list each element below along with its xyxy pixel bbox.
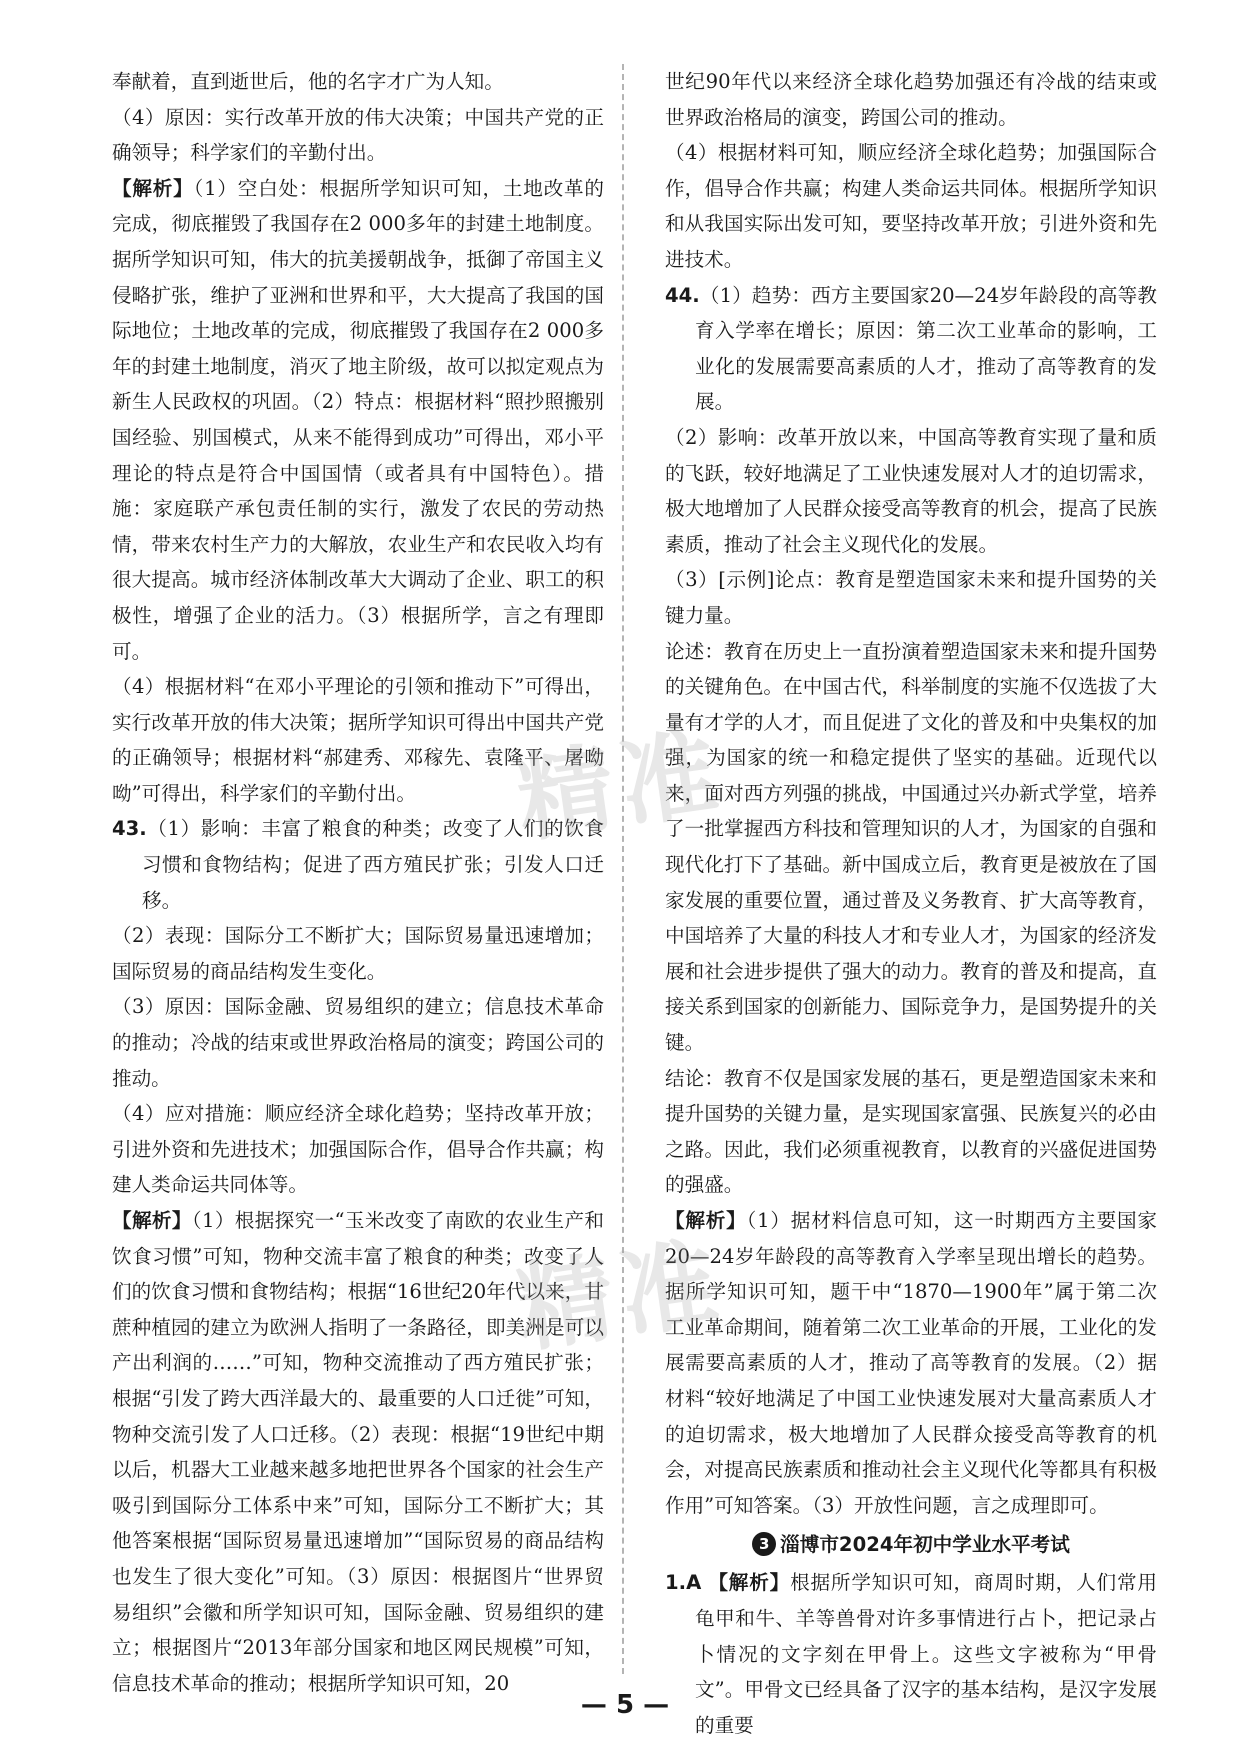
analysis-q42	[112, 171, 604, 669]
analysis-q42-4: （4）根据材料“在邓小平理论的引领和推动下”可得出，实行改革开放的伟大决策；据所学知识可得出中国共产党的正确领导；根据材料“郝建秀、邓稼先、袁隆平、屠呦呦”可得出，科学家们的辛勤付出。	[112, 675, 604, 805]
paragraph-continuation: 奉献着，直到逝世后，他的名字才广为人知。	[112, 70, 504, 93]
analysis-q43-continuation: 世纪90年代以来经济全球化趋势加强还有冷战的结束或世界政治格局的演变，跨国公司的推动。	[665, 70, 1157, 129]
analysis-label: 【解析】	[112, 1209, 192, 1232]
answer-q44-3: （3）[示例]论点：教育是塑造国家未来和提升国势的关键力量。	[665, 568, 1157, 627]
analysis-text: （1）据材料信息可知，这一时期西方主要国家20—24岁年龄段的高等教育入学率呈现出增长的趋势。据所学知识可知，题干中“1870—1900年”属于第二次工业革命期间，随着第二次工业革命的开展，工业化的发展需要高素质的人才，推动了高等教育的发展。（2）据材料“较好地满足了中国工业快速发展对大量高素质人才的迫切需求，极大地增加了人民群众接受高等教育的机会，对提高民族素质和推动社会主义现代化等都具有积极作用”可知答案。（3）开放性问题，言之成理即可。	[665, 1209, 1158, 1517]
answer-q44-1	[665, 278, 1157, 420]
answer-q44-2: （2）影响：改革开放以来，中国高等教育实现了量和质的飞跃，较好地满足了工业快速发展对人才的迫切需求，极大地增加了人民群众接受高等教育的机会，提高了民族素质，推动了社会主义现代化的发展。	[665, 425, 1157, 556]
answer-q43-2: （2）表现：国际分工不断扩大；国际贸易量迅速增加；国际贸易的商品结构发生变化。	[112, 924, 604, 983]
answer-q43-4: （4）应对措施：顺应经济全球化趋势；坚持改革开放；引进外资和先进技术；加强国际合作，倡导合作共赢；构建人类命运共同体等。	[112, 1102, 604, 1197]
answer-q44-conclusion: 结论：教育不仅是国家发展的基石，更是塑造国家未来和提升国势的关键力量，是实现国家富强、民族复兴的必由之路。因此，我们必须重视教育，以教育的兴盛促进国势的强盛。	[665, 1066, 1157, 1197]
right-column	[665, 64, 1157, 1743]
analysis-q44	[665, 1203, 1157, 1523]
section-heading	[665, 1531, 1157, 1559]
paragraph-q42-4: （4）原因：实行改革开放的伟大决策；中国共产党的正确领导；科学家们的辛勤付出。	[112, 105, 604, 165]
analysis-text: （1）根据探究一“玉米改变了南欧的农业生产和饮食习惯”可知，物种交流丰富了粮食的种类；改变了人们的饮食习惯和食物结构；根据“16世纪20年代以来，甘蔗种植园的建立为欧洲人指明了一条路径，即美洲是可以产出利润的……”可知，物种交流推动了西方殖民扩张；根据“引发了跨大西洋最大的、最重要的人口迁徙”可知，物种交流引发了人口迁移。（2）表现：根据“19世纪中期以后，机器大工业越来越多地把世界各个国家的社会生产吸引到国际分工体系中来”可知，国际分工不断扩大；其他答案根据“国际贸易量迅速增加”“国际贸易的商品结构也发生了很大变化”可知。（3）原因：根据图片“世界贸易组织”会徽和所学知识可知，国际金融、贸易组织的建立；根据图片“2013年部分国家和地区网民规模”可知，信息技术革命的推动；根据所学知识可知，20	[112, 1209, 604, 1695]
question-number: 1.	[665, 1571, 687, 1595]
watermark: 精准	[510, 1225, 732, 1366]
analysis-q43-4: （4）根据材料可知，顺应经济全球化趋势；加强国际合作，倡导合作共赢；构建人类命运共同体。根据所学知识和从我国实际出发可知，要坚持改革开放；引进外资和先进技术。	[665, 141, 1157, 271]
section-title: 淄博市2024年初中学业水平考试	[780, 1533, 1070, 1557]
question-number: 43.	[112, 817, 147, 841]
question-number: 44.	[665, 283, 700, 307]
answer-q43-3: （3）原因：国际金融、贸易组织的建立；信息技术革命的推动；冷战的结束或世界政治格局的演变；跨国公司的推动。	[112, 995, 604, 1090]
watermark: 精准	[510, 715, 732, 856]
analysis-q43	[112, 1203, 604, 1701]
analysis-label: 【解析】	[708, 1571, 791, 1595]
analysis-label: 【解析】	[665, 1209, 747, 1232]
page-number: — 5 —	[580, 1690, 670, 1720]
answer-q44-argument: 论述：教育在历史上一直扮演着塑造国家未来和提升国势的关键角色。在中国古代，科举制度的实施不仅选拔了大量有才学的人才，而且促进了文化的普及和中央集权的加强，为国家的统一和稳定提供了坚实的基础。近现代以来，面对西方列强的挑战，中国通过兴办新式学堂，培养了一批掌握西方科技和管理知识的人才，为国家的自强和现代化打下了基础。新中国成立后，教育更是被放在了国家发展的重要位置，通过普及义务教育、扩大高等教育，中国培养了大量的科技人才和专业人才，为国家的经济发展和社会进步提供了强大的动力。教育的普及和提高，直接关系到国家的创新能力、国际竞争力，是国势提升的关键。	[665, 639, 1157, 1055]
analysis-text: （1）空白处：根据所学知识可知，土地改革的完成，彻底摧毁了我国存在2 000多年的封建土地制度。据所学知识可知，伟大的抗美援朝战争，抵御了帝国主义侵略扩张，维护了亚洲和世界和平，大大提高了我国的国际地位；土地改革的完成，彻底摧毁了我国存在2 000多年的封建土地制度，消灭了地主阶级，故可以拟定观点为新生人民政权的巩固。（2）特点：根据材料“照抄照搬别国经验、别国模式，从来不能得到成功”可得出，邓小平理论的特点是符合中国国情（或者具有中国特色）。措施：家庭联产承包责任制的实行，激发了农民的劳动热情，带来农村生产力的大解放，农业生产和农民收入均有很大提高。城市经济体制改革大大调动了企业、职工的积极性，增强了企业的活力。（3）根据所学，言之有理即可。	[112, 176, 605, 663]
section-number-icon: 3	[752, 1532, 776, 1556]
answer-choice: A	[686, 1571, 702, 1595]
analysis-label: 【解析】	[112, 176, 194, 200]
analysis-text: 根据所学知识可知，商周时期，人们常用龟甲和牛、羊等兽骨对许多事情进行占卜，把记录占卜情况的文字刻在甲骨上。这些文字被称为“甲骨文”。甲骨文已经具备了汉字的基本结构，是汉字发展的重要	[695, 1571, 1158, 1737]
answer-q43-1	[112, 811, 604, 918]
column-divider	[622, 64, 624, 1674]
left-column	[112, 64, 604, 1701]
answer-text: （1）影响：丰富了粮食的种类；改变了人们的饮食习惯和食物结构；促进了西方殖民扩张；引发人口迁移。	[142, 817, 604, 912]
answer-text: （1）趋势：西方主要国家20—24岁年龄段的高等教育入学率在增长；原因：第二次工业革命的影响，工业化的发展需要高素质的人才，推动了高等教育的发展。	[695, 283, 1157, 414]
